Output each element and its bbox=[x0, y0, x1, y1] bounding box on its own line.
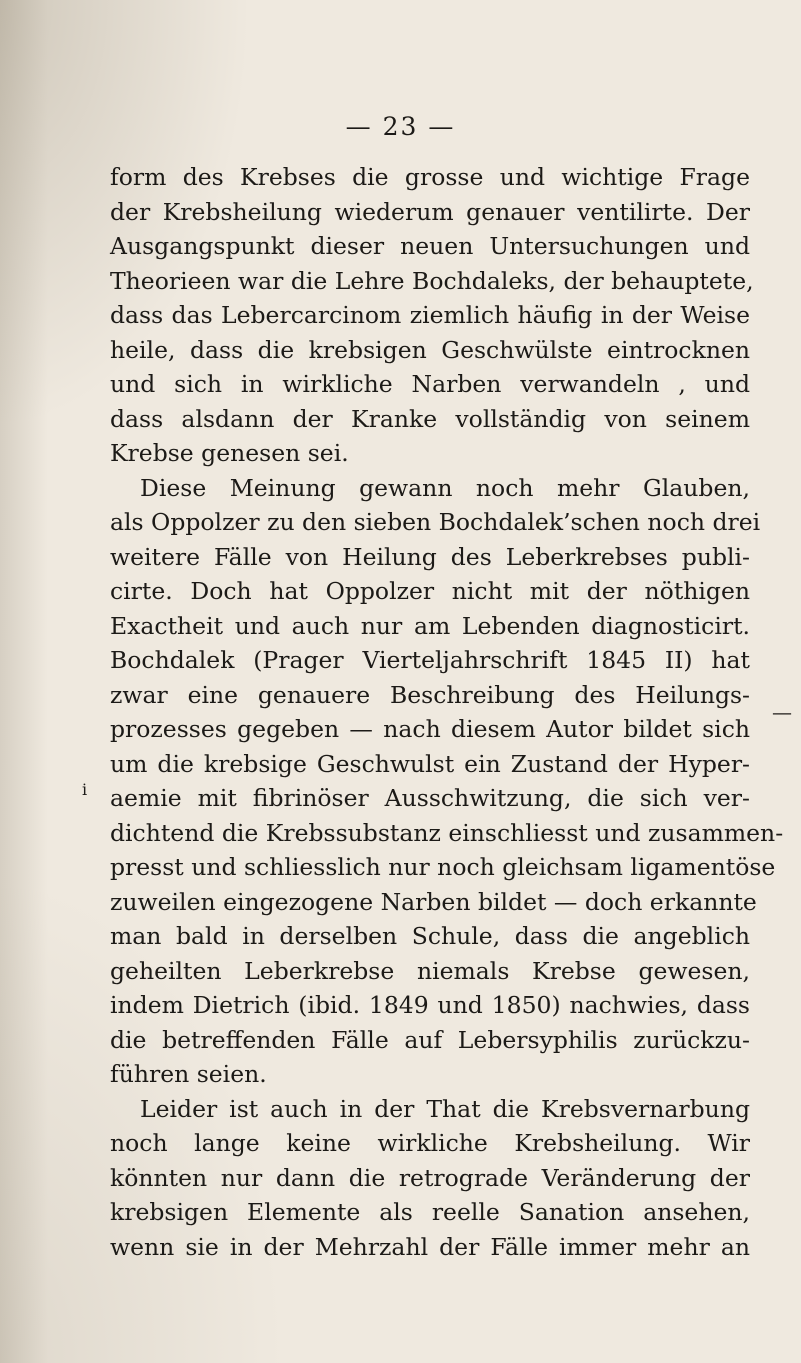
text-line: dass das Lebercarcinom ziemlich häufig in der Weise bbox=[110, 301, 750, 329]
text-line: prozesses gegeben — nach diesem Autor bildet sich bbox=[110, 715, 750, 743]
text-line: Diese Meinung gewann noch mehr Glauben, bbox=[140, 473, 750, 502]
text-line: Krebse genesen sei. bbox=[110, 439, 349, 467]
text-line: die betreffenden Fälle auf Lebersyphilis zurückzu- bbox=[110, 1025, 750, 1054]
text-line: Exactheit und auch nur am Lebenden diagnosticirt. bbox=[110, 611, 750, 640]
margin-mark: i bbox=[82, 780, 88, 799]
text-line: heile, dass die krebsigen Geschwülste eintrocknen bbox=[110, 335, 750, 364]
text-line: wenn sie in der Mehrzahl der Fälle immer mehr an bbox=[110, 1232, 750, 1261]
text-line: um die krebsige Geschwulst ein Zustand der Hyper- bbox=[110, 749, 750, 778]
text-line: könnten nur dann die retrograde Veränderung der bbox=[110, 1163, 750, 1192]
text-line: Leider ist auch in der That die Krebsvernarbung bbox=[140, 1094, 750, 1123]
text-line: Theorieen war die Lehre Bochdaleks, der behauptete, bbox=[110, 266, 754, 295]
text-line: weitere Fälle von Heilung des Leberkrebses publi- bbox=[110, 542, 750, 571]
page-number: — 23 — bbox=[345, 112, 456, 141]
text-line: Ausgangspunkt dieser neuen Untersuchungen und bbox=[110, 232, 750, 260]
text-line: cirte. Doch hat Oppolzer nicht mit der nöthigen bbox=[110, 577, 750, 605]
text-line: zuweilen eingezogene Narben bildet — doch erkannte bbox=[110, 887, 757, 916]
body-text bbox=[110, 160, 784, 1264]
text-line: dass alsdann der Kranke vollständig von seinem bbox=[110, 404, 750, 433]
text-line: man bald in derselben Schule, dass die angeblich bbox=[110, 922, 750, 950]
text-line: zwar eine genauere Beschreibung des Heilungs- bbox=[110, 680, 750, 709]
text-line: dichtend die Krebssubstanz einschliesst und zusammen- bbox=[110, 818, 784, 847]
text-line: noch lange keine wirkliche Krebsheilung. Wir bbox=[110, 1129, 750, 1157]
text-line: und sich in wirkliche Narben verwandeln , und bbox=[110, 370, 750, 398]
text-line: als Oppolzer zu den sieben Bochdalek’schen noch drei bbox=[110, 508, 761, 536]
text-line: presst und schliesslich nur noch gleichsam ligamentöse bbox=[110, 853, 776, 881]
text-line: der Krebsheilung wiederum genauer ventilirte. Der bbox=[110, 197, 750, 226]
text-line: führen seien. bbox=[110, 1060, 267, 1088]
text-line: krebsigen Elemente als reelle Sanation ansehen, bbox=[110, 1198, 750, 1226]
margin-dash: — bbox=[772, 700, 792, 724]
text-line: indem Dietrich (ibid. 1849 und 1850) nachwies, dass bbox=[110, 991, 750, 1019]
text-line: aemie mit fibrinöser Ausschwitzung, die sich ver- bbox=[110, 784, 750, 812]
text-line: geheilten Leberkrebse niemals Krebse gewesen, bbox=[110, 956, 750, 985]
text-line: form des Krebses die grosse und wichtige Frage bbox=[110, 163, 750, 191]
text-line: Bochdalek (Prager Vierteljahrschrift 1845 II) hat bbox=[110, 646, 750, 674]
